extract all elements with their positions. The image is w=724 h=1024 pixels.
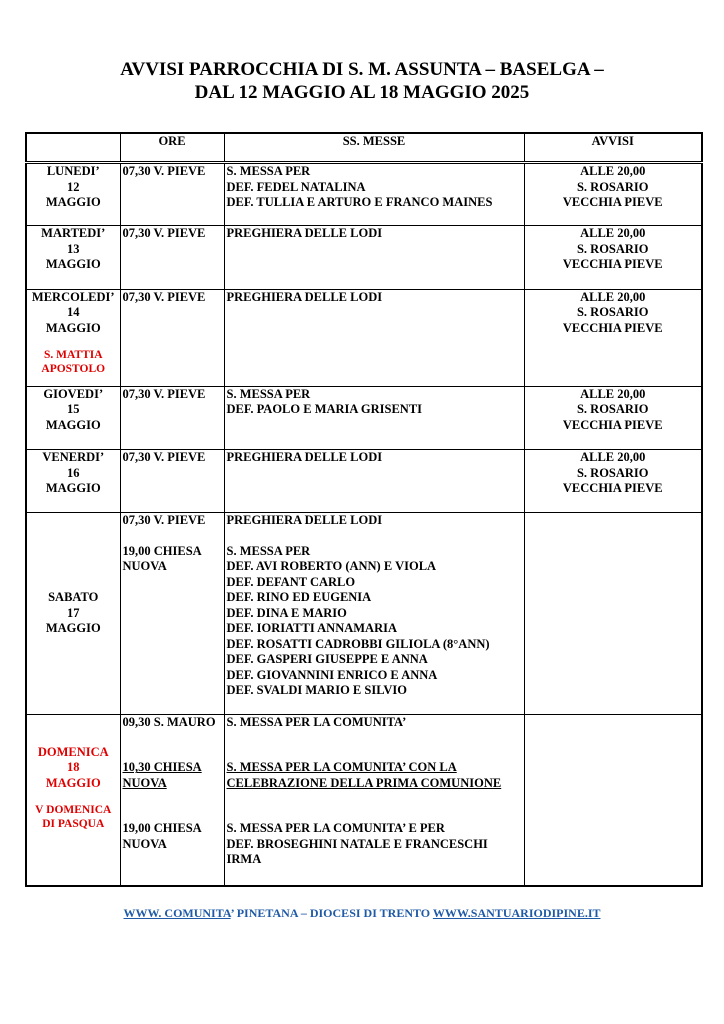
day-cell <box>26 163 120 226</box>
mass-line: DEF. ROSATTI CADROBBI GILIOLA (8°ANN) <box>226 636 490 651</box>
time-place: 07,30 V. PIEVE <box>122 513 206 528</box>
header-avvisi: AVVISI <box>524 133 702 163</box>
feast-label: S. MATTIA <box>43 349 103 361</box>
avvisi-cell <box>524 714 702 886</box>
messe-cell <box>224 226 524 289</box>
time-place: 07,30 V. PIEVE <box>122 226 206 241</box>
table-row <box>26 513 702 715</box>
day-cell <box>26 386 120 449</box>
notice-line: VECCHIA PIEVE <box>562 320 663 335</box>
day-name: MARTEDI’ <box>41 226 106 241</box>
day-number: 17 <box>67 605 80 620</box>
day-name: LUNEDI’ <box>46 164 100 179</box>
time-place: 07,30 V. PIEVE <box>122 386 206 401</box>
day-name: DOMENICA <box>37 744 109 759</box>
notice-line: ALLE 20,00 <box>580 289 646 304</box>
footer-text: ’ PINETANA – DIOCESI DI TRENTO <box>230 906 433 920</box>
mass-line: DEF. DEFANT CARLO <box>226 574 356 589</box>
table-header-row <box>26 133 702 163</box>
day-month: MAGGIO <box>45 320 101 335</box>
header-ore: ORE <box>120 133 224 163</box>
ore-cell <box>120 450 224 513</box>
avvisi-cell <box>524 226 702 289</box>
mass-line: S. MESSA PER <box>226 543 311 558</box>
avvisi-cell <box>524 513 702 715</box>
mass-line: PREGHIERA DELLE LODI <box>226 450 383 465</box>
messe-cell <box>224 289 524 386</box>
time-place: 09,30 S. MAURO <box>122 714 216 729</box>
time-place: NUOVA <box>122 775 167 790</box>
mass-line: PREGHIERA DELLE LODI <box>226 289 383 304</box>
day-name: MERCOLEDI’ <box>31 289 115 304</box>
mass-line: S. MESSA PER LA COMUNITA’ CON LA <box>226 760 457 775</box>
notice-line: S. ROSARIO <box>576 305 649 319</box>
avvisi-cell <box>524 289 702 386</box>
messe-cell <box>224 450 524 513</box>
header-day <box>26 133 120 163</box>
mass-line: DEF. IORIATTI ANNAMARIA <box>226 621 398 636</box>
messe-cell <box>224 714 524 886</box>
ore-cell <box>120 289 224 386</box>
mass-line: PREGHIERA DELLE LODI <box>226 226 383 241</box>
mass-line: S. MESSA PER LA COMUNITA’ E PER <box>226 821 445 836</box>
time-place: 07,30 V. PIEVE <box>122 450 206 465</box>
document-title-line-2: DAL 12 MAGGIO AL 18 MAGGIO 2025 <box>194 82 530 103</box>
day-number: 16 <box>67 465 80 480</box>
mass-line: DEF. PAOLO E MARIA GRISENTI <box>226 402 423 417</box>
mass-line: DEF. SVALDI MARIO E SILVIO <box>226 683 407 698</box>
time-place: 19,00 CHIESA <box>122 543 202 558</box>
mass-line: DEF. AVI ROBERTO (ANN) E VIOLA <box>226 559 437 574</box>
table-row <box>26 450 702 513</box>
notice-line: VECCHIA PIEVE <box>562 417 663 432</box>
header-messe: SS. MESSE <box>224 133 524 163</box>
day-month: MAGGIO <box>45 257 101 272</box>
notice-line: VECCHIA PIEVE <box>562 257 663 272</box>
mass-line: CELEBRAZIONE DELLA PRIMA COMUNIONE <box>226 775 502 790</box>
ore-cell <box>120 226 224 289</box>
day-number: 15 <box>67 402 80 417</box>
mass-line: DEF. TULLIA E ARTURO E FRANCO MAINES <box>226 195 493 210</box>
time-place: 07,30 V. PIEVE <box>122 164 206 179</box>
mass-line: S. MESSA PER LA COMUNITA’ <box>226 714 407 729</box>
feast-label: APOSTOLO <box>41 363 106 375</box>
notice-line: VECCHIA PIEVE <box>562 195 663 210</box>
mass-line: DEF. GIOVANNINI ENRICO E ANNA <box>226 667 438 682</box>
day-name: SABATO <box>48 590 99 605</box>
mass-line: DEF. FEDEL NATALINA <box>226 179 366 194</box>
day-month: MAGGIO <box>45 481 101 496</box>
ore-cell <box>120 163 224 226</box>
mass-line: DEF. GASPERI GIUSEPPE E ANNA <box>226 652 428 667</box>
table-row <box>26 714 702 886</box>
mass-line: S. MESSA PER <box>226 386 311 401</box>
day-cell <box>26 513 120 715</box>
table-row <box>26 163 702 226</box>
mass-line: DEF. DINA E MARIO <box>226 605 347 620</box>
day-number: 12 <box>67 179 80 194</box>
notice-line: S. ROSARIO <box>576 402 649 417</box>
notice-line: S. ROSARIO <box>576 465 649 480</box>
notice-line: VECCHIA PIEVE <box>562 481 663 496</box>
avvisi-cell <box>524 386 702 449</box>
time-place: 19,00 CHIESA <box>122 821 202 836</box>
ore-cell <box>120 513 224 715</box>
mass-line: DEF. RINO ED EUGENIA <box>226 590 372 605</box>
mass-line: DEF. BROSEGHINI NATALE E FRANCESCHI <box>226 836 488 851</box>
ore-cell <box>120 386 224 449</box>
table-row <box>26 386 702 449</box>
notice-line: ALLE 20,00 <box>580 226 646 241</box>
table-row <box>26 226 702 289</box>
table-row <box>26 289 702 386</box>
feast-label: V DOMENICA <box>35 804 112 817</box>
day-month: MAGGIO <box>45 417 101 432</box>
notice-line: ALLE 20,00 <box>580 450 646 465</box>
day-cell <box>26 289 120 386</box>
schedule-table <box>25 132 703 887</box>
time-place: NUOVA <box>122 836 167 851</box>
ore-cell <box>120 714 224 886</box>
mass-line: PREGHIERA DELLE LODI <box>226 513 383 528</box>
notice-line: S. ROSARIO <box>576 179 649 194</box>
day-name: VENERDI’ <box>42 450 105 465</box>
day-cell <box>26 226 120 289</box>
mass-line: IRMA <box>226 852 262 867</box>
time-place: 10,30 CHIESA <box>122 760 202 775</box>
day-month: MAGGIO <box>45 621 101 636</box>
santuario-link[interactable]: WWW.SANTUARIODIPINE.IT <box>432 906 601 920</box>
notice-line: S. ROSARIO <box>576 241 649 256</box>
messe-cell <box>224 163 524 226</box>
day-month: MAGGIO <box>45 195 101 210</box>
day-number: 18 <box>67 760 80 775</box>
time-place: NUOVA <box>122 559 167 574</box>
notice-line: ALLE 20,00 <box>580 386 646 401</box>
avvisi-cell <box>524 163 702 226</box>
messe-cell <box>224 386 524 449</box>
footer <box>0 906 724 921</box>
time-place: 07,30 V. PIEVE <box>122 289 206 304</box>
notice-line: ALLE 20,00 <box>580 164 646 179</box>
feast-label: DI PASQUA <box>42 818 105 831</box>
day-cell <box>26 450 120 513</box>
messe-cell <box>224 513 524 715</box>
day-number: 14 <box>67 305 80 319</box>
comunita-link[interactable]: WWW. COMUNITA <box>123 906 231 920</box>
document-title-line-1: AVVISI PARROCCHIA DI S. M. ASSUNTA – BASELGA – <box>120 59 604 80</box>
avvisi-cell <box>524 450 702 513</box>
day-name: GIOVEDI’ <box>43 386 104 401</box>
mass-line: S. MESSA PER <box>226 164 311 179</box>
day-cell <box>26 714 120 886</box>
day-month: MAGGIO <box>45 775 101 790</box>
day-number: 13 <box>67 241 80 256</box>
